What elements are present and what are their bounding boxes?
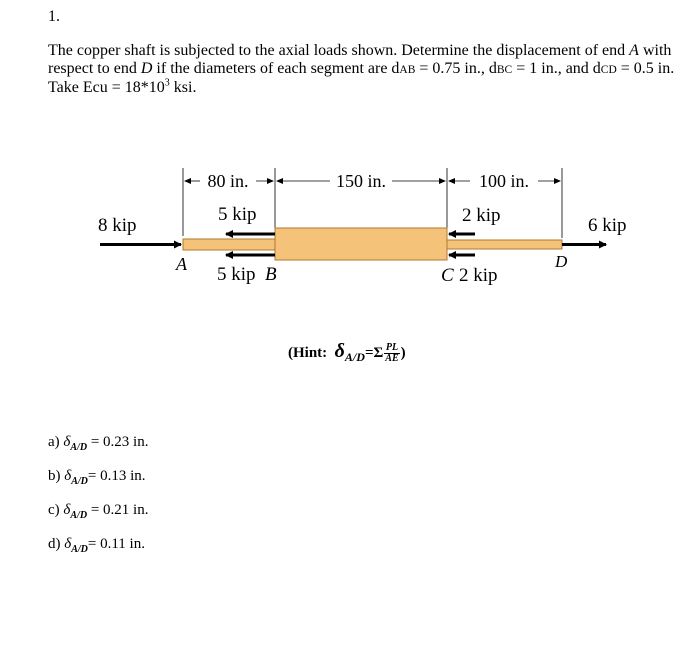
- load-label-b-top: 5 kip: [218, 204, 257, 225]
- dim-label-ab: 80 in.: [207, 171, 249, 191]
- subscript-cd: CD: [600, 64, 617, 76]
- load-label-b-bottom: 5 kip: [217, 264, 256, 285]
- hint-label: (Hint:: [288, 345, 328, 361]
- option-delta: δ: [64, 468, 72, 484]
- option-delta: δ: [63, 434, 71, 450]
- option-value: = 0.23 in.: [90, 434, 149, 450]
- problem-text: ksi.: [169, 79, 197, 96]
- problem-text: with respect to end: [48, 42, 672, 77]
- option-delta: δ: [64, 536, 72, 552]
- load-label-c-top: 2 kip: [462, 205, 501, 226]
- shaft-segment-ab: [183, 239, 275, 250]
- option-letter: d): [48, 536, 61, 552]
- option-value: = 0.11 in.: [87, 536, 145, 552]
- hint-subscript: A/D: [344, 350, 365, 364]
- option-subscript: A/D: [71, 544, 88, 555]
- problem-text: if the diameters of each segment are d: [152, 60, 400, 77]
- option-delta: δ: [63, 502, 71, 518]
- load-label-a: 8 kip: [98, 215, 137, 236]
- problem-text: = 0.75 in., d: [415, 60, 497, 77]
- option-subscript: A/D: [70, 442, 88, 453]
- option-letter: a): [48, 434, 60, 450]
- hint-equals-sum: =Σ: [364, 345, 384, 361]
- option-subscript: A/D: [71, 476, 88, 487]
- option-b[interactable]: [48, 466, 148, 500]
- option-value: = 0.13 in.: [87, 468, 146, 484]
- answer-options: [48, 432, 148, 568]
- point-label-a: A: [176, 254, 187, 274]
- problem-text: The copper shaft is subjected to the axial loads shown. Determine the displacement of end: [48, 42, 630, 59]
- hint-delta: δ: [334, 340, 345, 362]
- exponent: 3: [164, 77, 170, 89]
- problem-text: = 0.5 in. Take Ecu = 18*10: [48, 60, 675, 96]
- hint-close: ): [400, 345, 406, 361]
- option-letter: c): [48, 502, 60, 518]
- hint-fraction: [384, 343, 399, 364]
- problem-text: = 1 in., and d: [512, 60, 601, 77]
- load-label-d: 6 kip: [588, 215, 627, 236]
- option-subscript: A/D: [70, 510, 88, 521]
- dim-label-bc: 150 in.: [335, 171, 387, 191]
- hint-numerator: PL: [385, 342, 399, 354]
- option-d[interactable]: [48, 534, 148, 568]
- option-letter: b): [48, 468, 61, 484]
- point-label-c: C: [441, 265, 454, 286]
- load-label-c-bottom: 2 kip: [459, 265, 498, 286]
- end-d-ref: D: [140, 60, 153, 77]
- shaft-segment-bc: [275, 228, 447, 260]
- hint-denominator: AE: [385, 353, 399, 365]
- subscript-ab: AB: [399, 64, 416, 76]
- end-a-ref: A: [629, 42, 639, 59]
- hint: [288, 340, 406, 365]
- question-number: 1.: [48, 8, 60, 25]
- option-a[interactable]: [48, 432, 148, 466]
- option-value: = 0.21 in.: [90, 502, 149, 518]
- shaft-segment-cd: [447, 240, 562, 249]
- point-label-d: D: [555, 252, 568, 271]
- option-c[interactable]: [48, 500, 148, 534]
- point-label-b: B: [265, 264, 277, 285]
- subscript-bc: BC: [496, 64, 513, 76]
- dim-label-cd: 100 in.: [478, 171, 530, 191]
